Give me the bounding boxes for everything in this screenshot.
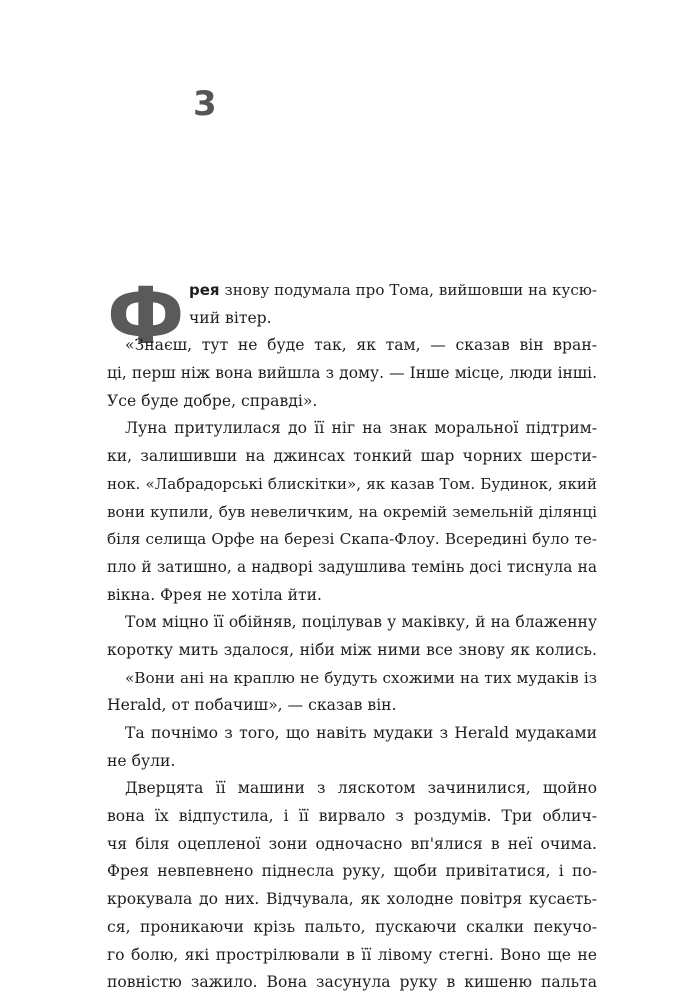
text-line-13: Том міцно її обійняв, поцілував у маківку, й на блаженну [125, 613, 597, 632]
text-line-22: Фрея невпевнено піднесла руку, щоби привітатися, і по- [107, 862, 597, 881]
text-line-17: Та почнімо з того, що навіть мудаки з Herald мудаками [125, 724, 597, 742]
text-line-23: крокувала до них. Відчувала, як холодне повітря кусаєть- [107, 890, 597, 909]
text-line-12: вікна. Фрея не хотіла йти. [107, 585, 322, 604]
first-line-rest: знову подумала про Тома, вийшовши на кусю- [219, 281, 597, 299]
text-line-19: Дверцята її машини з ляскотом зачинилися, щойно [125, 779, 597, 798]
text-line-1 [107, 277, 597, 305]
text-line-2: чий вітер. [189, 308, 272, 327]
text-line-26: повністю зажило. Вона засунула руку в кишеню пальта [107, 973, 597, 992]
text-line-24: ся, проникаючи крізь пальто, пускаючи скалки пекучо- [107, 917, 597, 936]
text-line-10: біля селища Орфе на березі Скапа-Флоу. Всередині було те- [107, 530, 597, 549]
text-line-20: вона їх відпустила, і її вирвало з роздумів. Три облич- [107, 807, 597, 826]
text-line-7: ки, залишивши на джинсах тонкий шар чорних шерсти- [107, 447, 597, 466]
text-line-5: Усе буде добре, справді». [107, 391, 318, 410]
chapter-text [107, 272, 597, 997]
text-line-16: Herald, от побачиш», — сказав він. [107, 696, 397, 715]
text-line-6: Луна притулилася до її ніг на знак моральної підтрим- [125, 419, 597, 438]
lead-word: рея [189, 281, 220, 299]
text-line-14: коротку мить здалося, ніби між ними все знову як колись. [107, 640, 597, 659]
text-line-8: нок. «Лабрадорські блискітки», як казав Том. Будинок, який [107, 474, 597, 493]
text-line-21: чя біля оцепленої зони одночасно вп'ялися в неї очима. [107, 834, 597, 853]
text-line-25: го болю, які прострілювали в її лівому стегні. Воно ще не [107, 945, 597, 964]
text-line-9: вони купили, був невеличким, на окремій земельній ділянці [107, 502, 597, 521]
text-line-3: «Знаєш, тут не буде так, як там, — сказав він вран- [125, 336, 597, 355]
text-line-11: пло й затишно, а надворі задушлива темінь досі тиснула на [107, 557, 597, 576]
text-line-4: ці, перш ніж вона вийшла з дому. — Інше місце, люди інші. [107, 364, 597, 383]
text-line-15: «Вони ані на краплю не будуть схожими на тих мудаків із [125, 668, 597, 687]
drop-cap-letter: Ф [107, 272, 185, 362]
chapter-number: 3 [193, 84, 217, 124]
text-line-18: не були. [107, 751, 176, 770]
